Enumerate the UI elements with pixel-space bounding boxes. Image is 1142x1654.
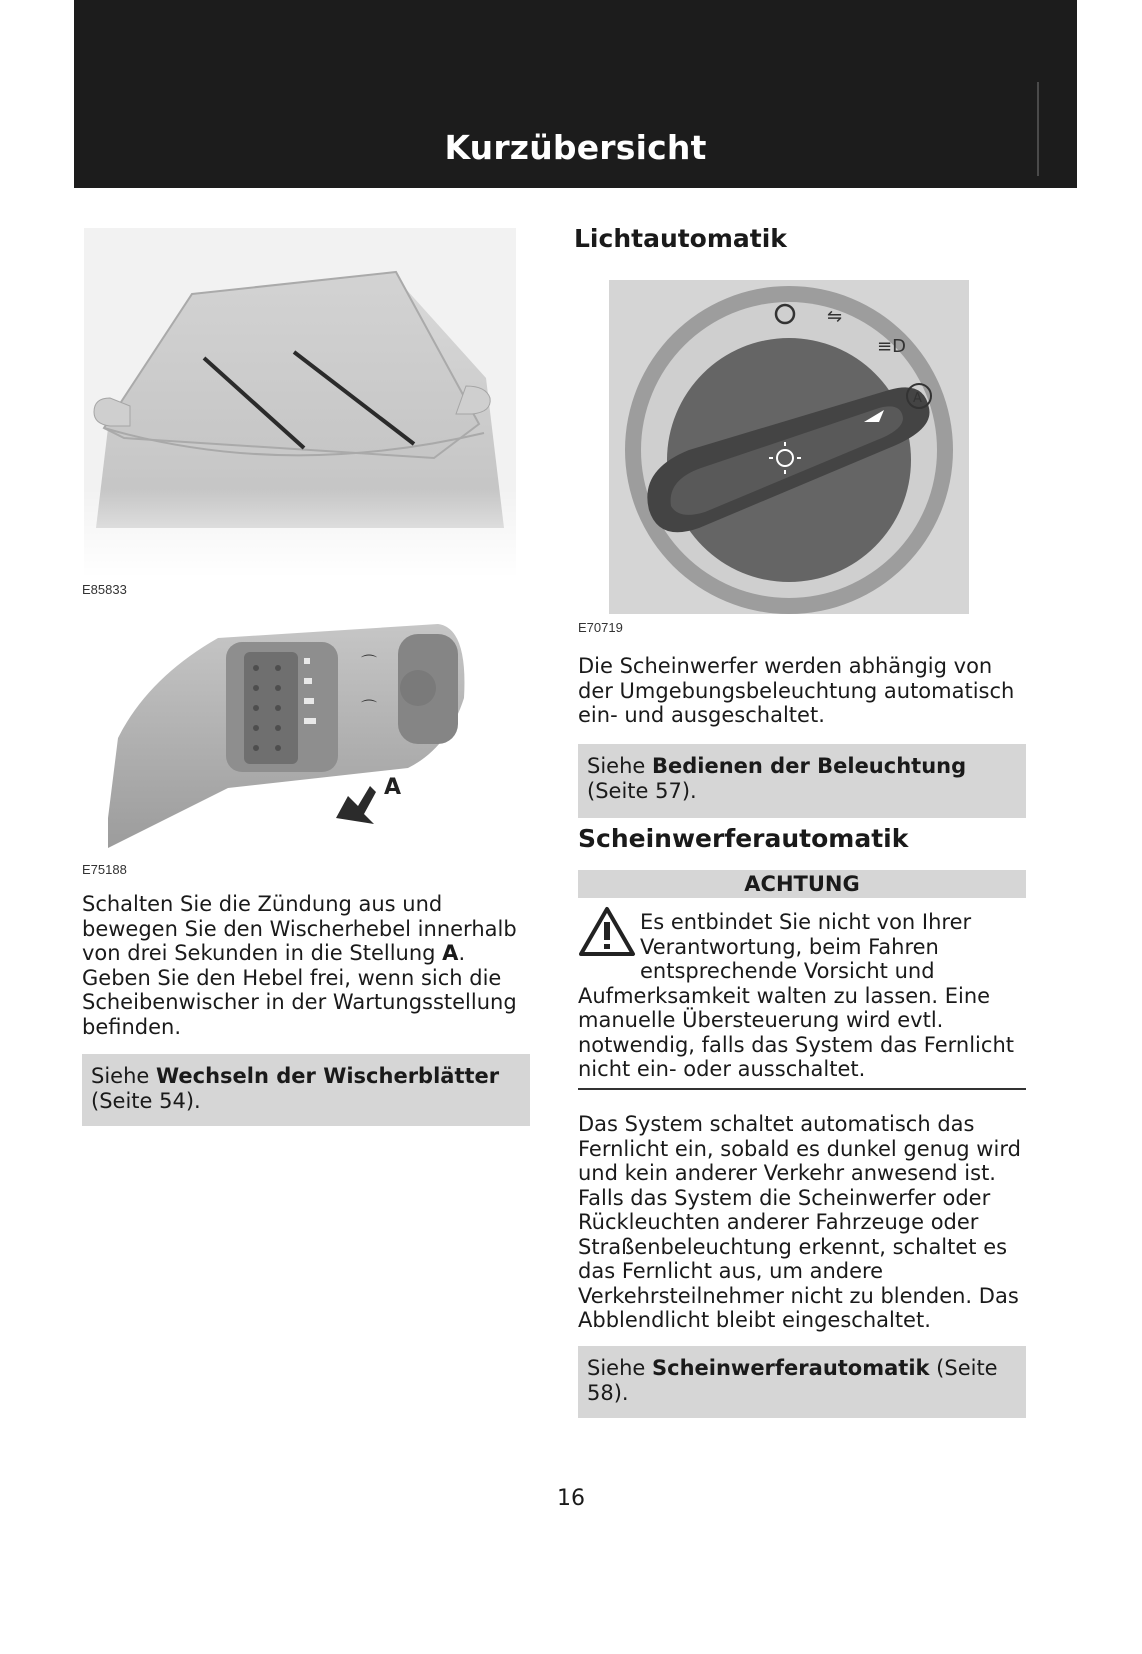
figure-code-2: E75188 — [82, 862, 127, 877]
link-lighting[interactable]: Bedienen der Beleuchtung — [652, 754, 967, 778]
figure-code-3: E70719 — [578, 620, 623, 635]
warning-header: ACHTUNG — [578, 870, 1026, 898]
wiper-lever-illustration — [108, 618, 492, 848]
right-paragraph-1: Die Scheinwerfer werden abhängig von der Umgebungsbeleuchtung automatisch ein- und ausgeschaltet. — [578, 654, 1015, 727]
svg-text:⌒: ⌒ — [361, 653, 378, 672]
heading-lichtautomatik: Lichtautomatik — [574, 224, 787, 253]
windshield-wipers-illustration — [84, 228, 516, 578]
divider — [578, 1088, 1026, 1090]
svg-text:⌒: ⌒ — [361, 698, 378, 717]
chapter-title: Kurzübersicht — [444, 128, 707, 167]
note-wiper-blades: Siehe Wechseln der Wischerblätter (Seite 54). — [82, 1054, 530, 1126]
position-label-a: A — [384, 775, 402, 800]
link-headlight-auto[interactable]: Scheinwerferautomatik — [652, 1356, 930, 1380]
warning-text: Es entbindet Sie nicht von Ihrer Verantwortung, beim Fahren entsprechende Vorsicht und Aufmerksamkeit walten zu lassen. Eine manuelle Übersteuerung wird evtl. notwendig, falls das System das Fernlicht nicht ein- oder ausschaltet. — [578, 910, 1014, 1081]
light-switch-illustration — [609, 280, 969, 614]
link-wiper-blades[interactable]: Wechseln der Wischerblätter — [156, 1064, 500, 1088]
svg-text:≡D: ≡D — [877, 336, 906, 357]
figure-code-1: E85833 — [82, 582, 127, 597]
page-number: 16 — [557, 1486, 585, 1511]
note-headlight-auto: Siehe Scheinwerferautomatik (Seite 58). — [578, 1346, 1026, 1418]
right-paragraph-2: Das System schaltet automatisch das Fernlicht ein, sobald es dunkel genug wird und kein anderer Verkehr anwesend ist. Falls das System die Scheinwerfer oder Rückleuchten anderer Fahrzeuge oder Straßenbeleuchtung erkennt, schaltet es das Fernlicht aus, um andere Verkehrsteilnehmer nicht zu blenden. Das Abblendlicht bleibt eingeschaltet. — [578, 1112, 1021, 1332]
left-paragraph: Schalten Sie die Zündung aus und bewegen Sie den Wischerhebel innerhalb von drei Sekunden in die Stellung A. Geben Sie den Hebel frei, wenn sich die Scheibenwischer in der Wartungsstellung befinden. — [82, 892, 517, 1039]
svg-text:⇋: ⇋ — [827, 306, 843, 327]
heading-scheinwerferautomatik: Scheinwerferautomatik — [578, 824, 909, 853]
chapter-header — [74, 0, 1077, 188]
note-lighting: Siehe Bedienen der Beleuchtung (Seite 57). — [578, 744, 1026, 818]
svg-text:A: A — [913, 391, 922, 406]
